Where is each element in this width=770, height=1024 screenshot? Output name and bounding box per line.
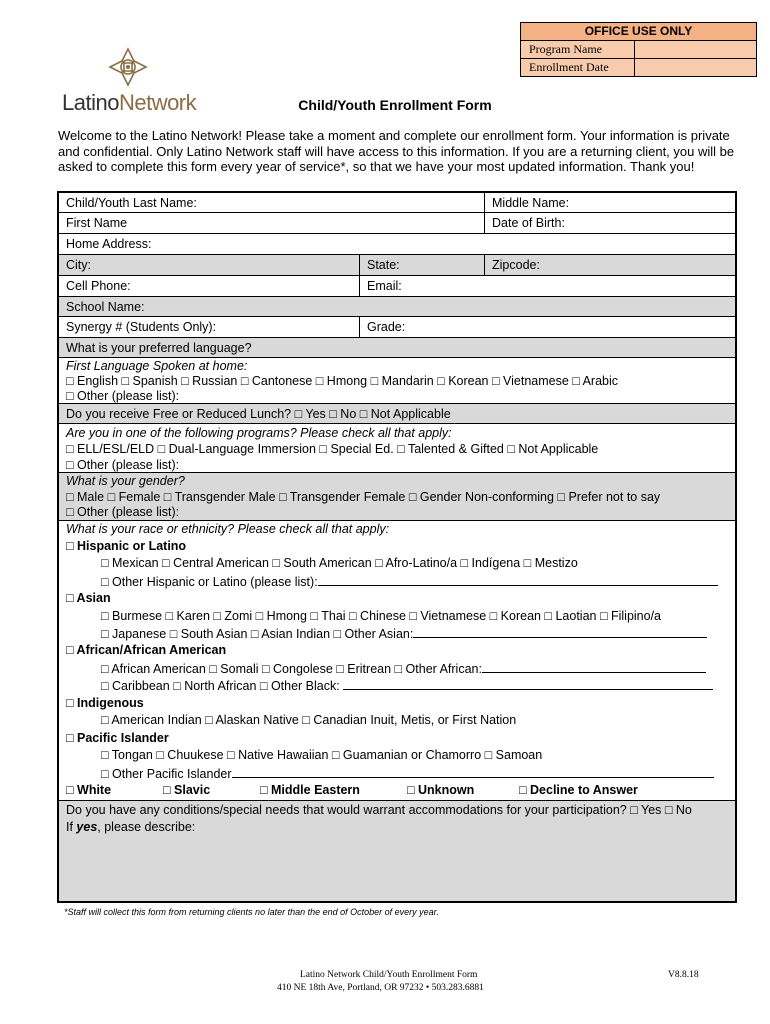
- language-pref-field[interactable]: What is your preferred language?: [66, 341, 252, 355]
- race-african-other-line[interactable]: [482, 661, 706, 673]
- race-decline[interactable]: □ Decline to Answer: [519, 783, 638, 797]
- row-special-needs: [59, 801, 735, 901]
- row-synergy: [59, 317, 735, 338]
- programs-other[interactable]: □ Other (please list):: [66, 458, 180, 472]
- last-name-field[interactable]: Child/Youth Last Name:: [66, 196, 197, 210]
- race-hispanic[interactable]: □ Hispanic or Latino: [66, 539, 187, 553]
- row-gender: [59, 473, 735, 521]
- logo-latino: Latino: [62, 90, 119, 115]
- program-name-row: [521, 41, 756, 59]
- race-pacific-other-label: □ Other Pacific Islander: [101, 767, 232, 781]
- office-use-box: [520, 22, 757, 77]
- email-field[interactable]: Email:: [359, 276, 735, 296]
- logo-network: Network: [118, 90, 197, 115]
- race-hispanic-options[interactable]: □ Mexican □ Central American □ South American □ Afro-Latino/a □ Indígena □ Mestizo: [101, 556, 578, 570]
- race-slavic[interactable]: □ Slavic: [163, 783, 211, 797]
- cell-field[interactable]: Cell Phone:: [66, 279, 131, 293]
- first-language-options[interactable]: □ English □ Spanish □ Russian □ Cantonese □ Hmong □ Mandarin □ Korean □ Vietnamese □ Arabic: [66, 374, 619, 388]
- row-lunch: [59, 404, 735, 424]
- race-hispanic-other-label: □ Other Hispanic or Latino (please list):: [101, 575, 318, 589]
- enrollment-form: [57, 191, 737, 903]
- footnote: *Staff will collect this form from returning clients no later than the end of October of every year.: [64, 907, 439, 917]
- race-asian[interactable]: □ Asian: [66, 591, 111, 605]
- special-describe: , please describe:: [97, 820, 196, 834]
- race-indigenous-options[interactable]: □ American Indian □ Alaskan Native □ Canadian Inuit, Metis, or First Nation: [101, 713, 517, 727]
- form-title-text: Child/Youth Enrollment Form: [298, 97, 492, 113]
- address-field[interactable]: Home Address:: [66, 237, 152, 251]
- special-needs-describe[interactable]: [66, 820, 195, 834]
- race-hispanic-other-line[interactable]: [318, 574, 718, 586]
- middle-name-field[interactable]: Middle Name:: [484, 193, 735, 212]
- first-language-other[interactable]: □ Other (please list):: [66, 389, 180, 403]
- office-use-header: OFFICE USE ONLY: [521, 23, 756, 41]
- special-if: If: [66, 820, 77, 834]
- race-african-options-2-label: □ Caribbean □ North African □ Other Black:: [101, 679, 340, 693]
- first-language-question: First Language Spoken at home:: [66, 359, 248, 373]
- row-address: [59, 234, 735, 255]
- race-unknown[interactable]: □ Unknown: [407, 783, 475, 797]
- race-pacific-other[interactable]: [101, 766, 714, 781]
- row-language-pref: [59, 338, 735, 358]
- intro-paragraph: Welcome to the Latino Network! Please take a moment and complete our enrollment form. Your information is private and confidential. Only Latino Network staff will have access to this information. If you are a returning client, you will be asked to complete this form every year of service*, so that we have your most updated information. Thank you!: [58, 128, 735, 174]
- race-hispanic-other[interactable]: [101, 574, 718, 589]
- footer-address: 410 NE 18th Ave, Portland, OR 97232 • 503.283.6881: [277, 983, 484, 993]
- row-last-name: [59, 193, 735, 213]
- race-african-options-2[interactable]: [101, 678, 713, 693]
- race-african[interactable]: □ African/African American: [66, 643, 227, 657]
- footer-version: V8.8.18: [668, 970, 699, 980]
- gender-question: What is your gender?: [66, 474, 185, 488]
- zip-field[interactable]: Zipcode:: [484, 255, 735, 275]
- enrollment-date-label: Enrollment Date: [521, 59, 635, 76]
- school-field[interactable]: School Name:: [66, 300, 145, 314]
- row-race: [59, 521, 735, 801]
- program-name-field[interactable]: [635, 41, 756, 58]
- lunch-question[interactable]: Do you receive Free or Reduced Lunch? □ Yes □ No □ Not Applicable: [66, 407, 451, 421]
- city-field[interactable]: City:: [66, 258, 91, 272]
- enrollment-date-field[interactable]: [635, 59, 756, 76]
- race-pacific[interactable]: □ Pacific Islander: [66, 731, 169, 745]
- programs-options[interactable]: □ ELL/ESL/ELD □ Dual-Language Immersion □ Special Ed. □ Talented & Gifted □ Not Applicable: [66, 442, 599, 456]
- dob-field[interactable]: Date of Birth:: [484, 213, 735, 233]
- first-name-field[interactable]: First Name: [66, 216, 128, 230]
- race-asian-options-2-label: □ Japanese □ South Asian □ Asian Indian □ Other Asian:: [101, 627, 414, 641]
- gender-other[interactable]: □ Other (please list):: [66, 505, 180, 519]
- race-white[interactable]: □ White: [66, 783, 112, 797]
- row-cell: [59, 276, 735, 297]
- synergy-field[interactable]: Synergy # (Students Only):: [66, 320, 217, 334]
- race-middle-eastern[interactable]: □ Middle Eastern: [260, 783, 360, 797]
- programs-question: Are you in one of the following programs? Please check all that apply:: [66, 426, 452, 440]
- program-name-label: Program Name: [521, 41, 635, 58]
- special-needs-question[interactable]: Do you have any conditions/special needs that would warrant accommodations for your participation? □ Yes □ No: [66, 803, 692, 817]
- grade-field[interactable]: Grade:: [359, 317, 735, 337]
- race-african-options-1[interactable]: [101, 661, 706, 676]
- form-title: [0, 97, 770, 113]
- row-first-language: [59, 358, 735, 404]
- latino-network-logo-icon: [108, 47, 148, 87]
- row-school: [59, 297, 735, 317]
- enrollment-date-row: [521, 59, 756, 76]
- race-pacific-other-line[interactable]: [232, 766, 714, 778]
- special-yes: yes: [76, 820, 98, 834]
- footer-title: Latino Network Child/Youth Enrollment Form: [300, 970, 478, 980]
- state-field[interactable]: State:: [359, 255, 484, 275]
- race-black-other-line[interactable]: [343, 678, 713, 690]
- row-city: [59, 255, 735, 276]
- row-programs: [59, 424, 735, 473]
- row-first-name: [59, 213, 735, 234]
- race-asian-options-2[interactable]: [101, 626, 707, 641]
- race-asian-options-1[interactable]: □ Burmese □ Karen □ Zomi □ Hmong □ Thai □ Chinese □ Vietnamese □ Korean □ Laotian □ Filipino/a: [101, 609, 662, 623]
- race-indigenous[interactable]: □ Indigenous: [66, 696, 144, 710]
- gender-options[interactable]: □ Male □ Female □ Transgender Male □ Transgender Female □ Gender Non-conforming □ Prefer not to say: [66, 490, 661, 504]
- race-pacific-options[interactable]: □ Tongan □ Chuukese □ Native Hawaiian □ Guamanian or Chamorro □ Samoan: [101, 748, 543, 762]
- race-asian-other-line[interactable]: [413, 626, 707, 638]
- race-question: What is your race or ethnicity? Please check all that apply:: [66, 522, 390, 536]
- race-african-options-1-label: □ African American □ Somali □ Congolese □ Eritrean □ Other African:: [101, 662, 482, 676]
